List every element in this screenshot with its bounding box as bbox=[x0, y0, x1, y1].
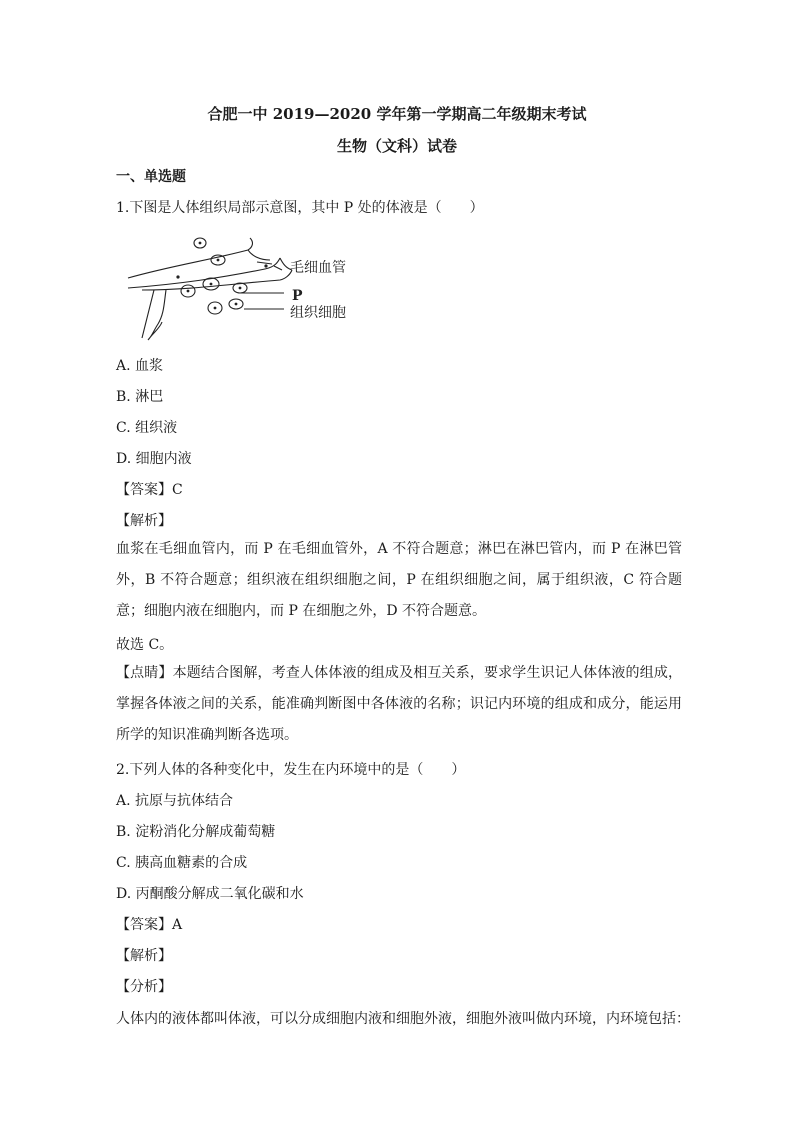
q1-comment: 【点睛】本题结合图解，考查人体体液的组成及相互关系，要求学生识记人体体液的组成，掌握各体液之间的关系，能准确判断图中各体液的名称；识记内环境的组成和成分，能运用所学的知识准确判断各选项。 bbox=[116, 665, 682, 743]
q2-option-d: D. 丙酮酸分解成二氧化碳和水 bbox=[116, 886, 304, 902]
label-capillary: 毛细血管 bbox=[290, 260, 346, 276]
q1-option-d: D. 细胞内液 bbox=[116, 451, 192, 467]
q1-analysis-text: 血浆在毛细血管内，而 P 在毛细血管外，A 不符合题意；淋巴在淋巴管内，而 P 在淋巴管外，B 不符合题意；组织液在组织细胞之间，P 在组织细胞之间，属于组织液，C 符合题意；细胞内液在细胞内，而 P 在细胞之外，D 不符合题意。 bbox=[116, 541, 682, 619]
q1-answer: 【答案】C bbox=[116, 482, 183, 498]
lymph-vessel bbox=[142, 290, 166, 340]
q2-option-b: B. 淀粉消化分解成葡萄糖 bbox=[116, 824, 276, 840]
q1-option-a: A. 血浆 bbox=[116, 358, 164, 374]
q2-analysis-label: 【解析】 bbox=[116, 948, 172, 964]
q2-analysis-text: 人体内的液体都叫体液，可以分成细胞内液和细胞外液，细胞外液叫做内环境，内环境包括： bbox=[116, 1011, 690, 1027]
q1-stem: 1.下图是人体组织局部示意图，其中 P 处的体液是（ ） bbox=[116, 200, 484, 216]
label-p: P bbox=[292, 288, 303, 304]
q2-answer: 【答案】A bbox=[116, 917, 183, 933]
q1-analysis-label: 【解析】 bbox=[116, 513, 172, 529]
q2-option-c: C. 胰高血糖素的合成 bbox=[116, 855, 248, 871]
q2-option-a: A. 抗原与抗体结合 bbox=[116, 793, 234, 809]
section-heading: 一、单选题 bbox=[116, 169, 186, 185]
q1-conclusion: 故选 C。 bbox=[116, 637, 174, 653]
page-subtitle: 生物（文科）试卷 bbox=[336, 137, 457, 155]
q2-analyze-label: 【分析】 bbox=[116, 979, 172, 995]
capillary-wall-top bbox=[128, 238, 252, 278]
q2-stem: 2.下列人体的各种变化中，发生在内环境中的是（ ） bbox=[116, 762, 466, 778]
tissue-diagram bbox=[120, 226, 380, 342]
label-cell: 组织细胞 bbox=[290, 305, 346, 321]
q1-option-c: C. 组织液 bbox=[116, 420, 178, 436]
page-title: 合肥一中 2019—2020 学年第一学期高二年级期末考试 bbox=[207, 105, 587, 123]
q1-option-b: B. 淋巴 bbox=[116, 389, 164, 405]
